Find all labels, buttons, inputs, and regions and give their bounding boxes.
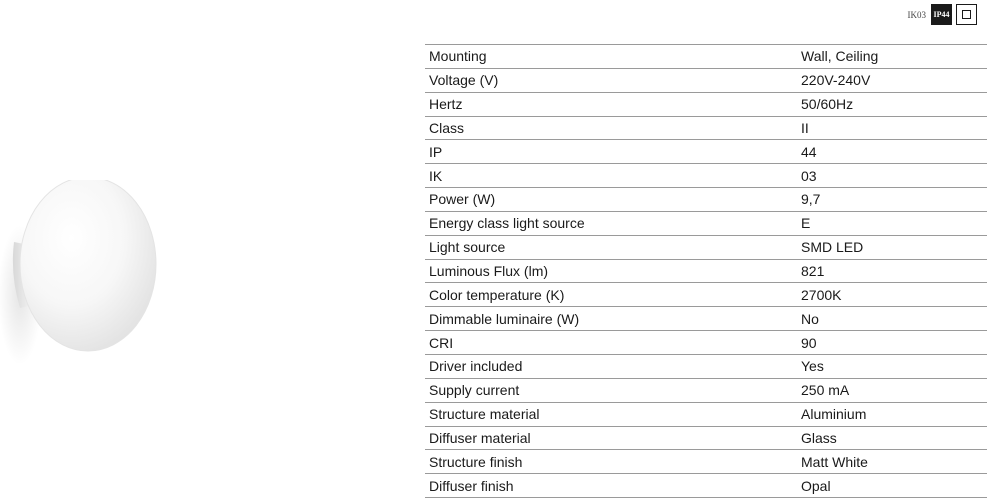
spec-row <box>425 331 987 355</box>
spec-row <box>425 92 987 116</box>
spec-label: Hertz <box>425 92 797 116</box>
spec-label: Color temperature (K) <box>425 283 797 307</box>
spec-label: Voltage (V) <box>425 68 797 92</box>
spec-label: CRI <box>425 331 797 355</box>
spec-row <box>425 283 987 307</box>
spec-row <box>425 307 987 331</box>
ik-rating-badge: IK03 <box>907 9 926 20</box>
spec-value: Glass <box>797 426 987 450</box>
spec-label: Supply current <box>425 378 797 402</box>
spec-value: Aluminium <box>797 402 987 426</box>
spec-value: 03 <box>797 164 987 188</box>
spec-value: 90 <box>797 331 987 355</box>
spec-label: Light source <box>425 235 797 259</box>
spec-value: SMD LED <box>797 235 987 259</box>
spec-label: Driver included <box>425 354 797 378</box>
spec-label: Structure material <box>425 402 797 426</box>
spec-label: Mounting <box>425 45 797 69</box>
certification-badges <box>907 4 978 25</box>
spec-value: E <box>797 211 987 235</box>
spec-row <box>425 188 987 212</box>
spec-label: Dimmable luminaire (W) <box>425 307 797 331</box>
spec-row <box>425 402 987 426</box>
spec-value: 220V-240V <box>797 68 987 92</box>
spec-value: 2700K <box>797 283 987 307</box>
spec-row <box>425 68 987 92</box>
spec-value: 9,7 <box>797 188 987 212</box>
spec-value: Opal <box>797 474 987 498</box>
spec-value: 44 <box>797 140 987 164</box>
class-ii-double-square-icon <box>956 4 977 25</box>
spec-label: Class <box>425 116 797 140</box>
ip-rating-badge: IP44 <box>931 4 952 25</box>
spec-value: II <box>797 116 987 140</box>
spec-row <box>425 474 987 498</box>
spec-row <box>425 116 987 140</box>
spec-value: No <box>797 307 987 331</box>
spec-row <box>425 259 987 283</box>
spec-table <box>425 44 987 498</box>
spec-row <box>425 211 987 235</box>
spec-value: 50/60Hz <box>797 92 987 116</box>
spec-row <box>425 450 987 474</box>
spec-value: Wall, Ceiling <box>797 45 987 69</box>
spec-label: Diffuser finish <box>425 474 797 498</box>
spec-row <box>425 164 987 188</box>
spec-value: Yes <box>797 354 987 378</box>
spec-row <box>425 378 987 402</box>
spec-label: Energy class light source <box>425 211 797 235</box>
spec-label: IK <box>425 164 797 188</box>
spec-value: 821 <box>797 259 987 283</box>
spec-label: Power (W) <box>425 188 797 212</box>
spec-row <box>425 426 987 450</box>
spec-label: Structure finish <box>425 450 797 474</box>
spec-row <box>425 45 987 69</box>
spec-label: Luminous Flux (lm) <box>425 259 797 283</box>
spec-label: Diffuser material <box>425 426 797 450</box>
spec-row <box>425 354 987 378</box>
spec-value: Matt White <box>797 450 987 474</box>
product-image <box>0 180 190 370</box>
spec-row <box>425 140 987 164</box>
spec-label: IP <box>425 140 797 164</box>
spec-value: 250 mA <box>797 378 987 402</box>
spec-row <box>425 235 987 259</box>
